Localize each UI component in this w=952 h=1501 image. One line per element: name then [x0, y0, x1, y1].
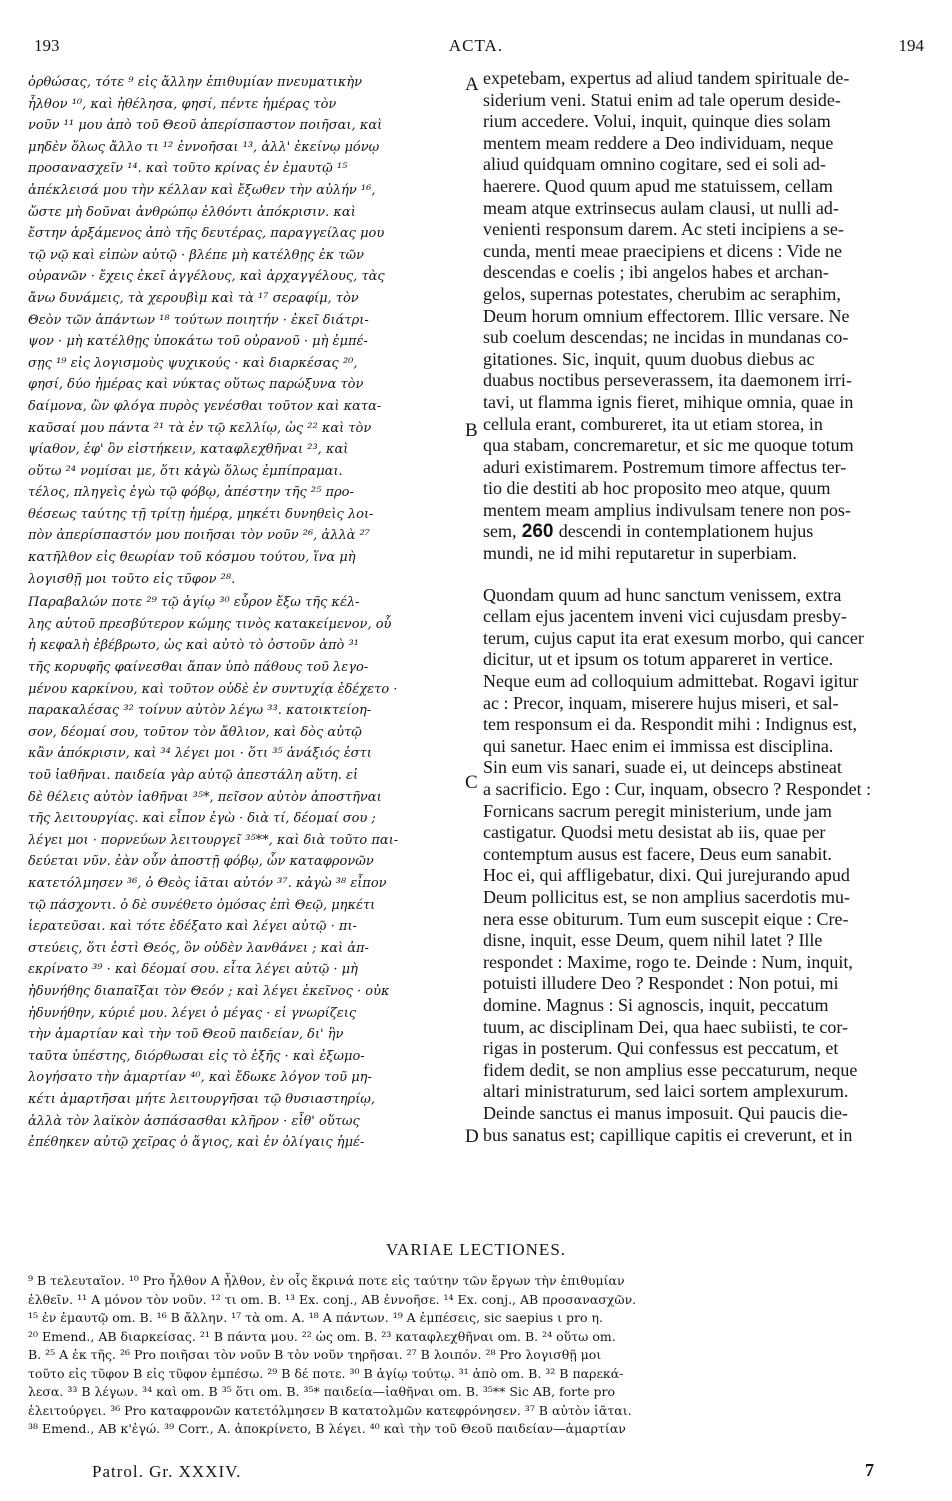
note-line: ἐλειτούργει. ³⁶ Pro καταφρονῶν κατετόλμησεν B κατατολμῶν κατεφρόνησεν. ³⁷ B αὐτὸν ἰᾶται.	[28, 1402, 632, 1418]
latin-line: aduri existimarem. Postremum timore affectus ter-	[483, 456, 847, 477]
margin-marker-b: B	[465, 420, 478, 441]
greek-line: ὥστε μὴ δοῦναι ἀνθρώπῳ ἐλθόντι ἀπόκρισιν. καὶ	[28, 204, 356, 220]
latin-line: contemptum ausus est facere, Deus eum sanabit.	[483, 843, 832, 864]
latin-line: Sin eum vis sanari, suade ei, ut deinceps abstineat	[483, 757, 842, 778]
variae-lectiones-heading: VARIAE LECTIONES.	[385, 1240, 567, 1259]
page-number-left: 193	[34, 36, 60, 55]
latin-line: haerere. Quod quum apud me statuissem, cellam	[483, 175, 833, 196]
page-header	[22, 30, 930, 56]
latin-line: qui sanetur. Haec enim ei immissa est disciplina.	[483, 735, 834, 756]
greek-line: τοῦ ἰαθῆναι. παιδεία γὰρ αὐτῷ ἀπεστάλη αὕτη. εἰ	[28, 768, 359, 783]
greek-line: τῷ πάσχοντι. ὁ δὲ συνέθετο ὀμόσας ἐπὶ Θεῷ, μηκέτι	[28, 897, 376, 913]
greek-line: κἂν ἀπόκρισιν, καὶ ³⁴ λέγει μοι · ὅτι ³⁵ ἀνάξιός ἐστι	[28, 746, 372, 762]
greek-line: λογήσατο τὴν ἁμαρτίαν ⁴⁰, καὶ ἔδωκε λόγον τοῦ μη-	[28, 1070, 372, 1086]
latin-line: rium accedere. Volui, inquit, quinque dies solam	[483, 111, 831, 132]
greek-text-column	[28, 72, 463, 1154]
greek-line: κατῆλθον εἰς θεωρίαν τοῦ κόσμου τούτου, ἵνα μὴ	[28, 550, 356, 566]
margin-marker-c: C	[465, 772, 478, 793]
greek-line: τῆς λειτουργίας. καὶ εἶπον ἐγὼ · διὰ τί, δέομαί σου ;	[28, 811, 376, 827]
latin-line: domine. Magnus : Si agnoscis, inquit, peccatum	[483, 994, 829, 1015]
greek-line: πὸν ἀπερίσπαστόν μου ποιῆσαι τὸν νοῦν ²⁶, ἀλλὰ ²⁷	[28, 528, 371, 544]
variant-readings-notes	[28, 1272, 923, 1439]
greek-line: τῷ νῷ καὶ εἰπὼν αὐτῷ · βλέπε μὴ κατέλθῃς ἐκ τῶν	[28, 247, 365, 263]
greek-line: σῃς ¹⁹ εἰς λογισμοὺς ψυχικούς · καὶ διαρκέσας ²⁰,	[28, 355, 358, 371]
latin-line: altari ministraturum, sed laici sortem amplexurum.	[483, 1081, 849, 1102]
latin-line: dicitur, ut et ipsum os totum appareret in vertice.	[483, 649, 834, 670]
greek-line: ταῦτα ὑπέστης, διόρθωσαι εἰς τὸ ἑξῆς · καὶ ἐξωμο-	[28, 1048, 365, 1064]
margin-marker-a: A	[465, 74, 479, 95]
greek-line: Παραβαλών ποτε ²⁹ τῷ ἁγίῳ ³⁰ εὗρον ἔξω τῆς κέλ-	[28, 595, 360, 611]
greek-line: δαίμονα, ὢν φλόγα πυρὸς γενέσθαι τοῦτον καὶ κατα-	[28, 398, 382, 414]
greek-line: τέλος, πληγεὶς ἐγὼ τῷ φόβῳ, ἀπέστην τῆς ²⁵ προ-	[28, 485, 354, 501]
latin-line: nera esse obiturum. Tum eum suscepit eique : Cre-	[483, 908, 849, 929]
latin-line: Deinde sanctus ei manus imposuit. Qui paucis die-	[483, 1102, 848, 1123]
greek-line: μένου καρκίνου, καὶ τοῦτον οὐδὲ ἐν συντυχίᾳ ἐδέχετο ·	[28, 681, 398, 697]
note-line: ἐλθεῖν. ¹¹ A μόνον τὸν νοῦν. ¹² τι om. B. ¹³ Ex. conj., AB ἐννοῆσε. ¹⁴ Ex. conj., AB προσανασχῶν.	[28, 1291, 637, 1307]
latin-line: Deum pollicitus est, se non amplius sacerdotis mu-	[483, 886, 850, 907]
footer-signature: 7	[865, 1460, 874, 1480]
greek-line: σον, δέομαί σου, τοῦτον τὸν ἄθλιον, καὶ δὸς αὐτῷ	[28, 724, 362, 740]
footer-series: Patrol. Gr. XXXIV.	[92, 1462, 242, 1481]
latin-line: gelos, supernas potestates, cherubim ac seraphim,	[483, 283, 841, 304]
greek-line: δεύεται νῦν. ἐὰν οὖν ἀποστῇ φόβῳ, ὧν καταφρονῶν	[28, 854, 374, 870]
greek-line: στεύεις, ὅτι ἐστὶ Θεός, ὃν οὐδὲν λανθάνει ; καὶ ἀπ-	[28, 940, 369, 956]
greek-line: Θεὸν τῶν ἁπάντων ¹⁸ τούτων ποιητήν · ἐκεῖ διάτρι-	[28, 312, 369, 328]
greek-line: τὴν ἁμαρτίαν καὶ τὴν τοῦ Θεοῦ παιδείαν, δι' ἣν	[28, 1027, 344, 1043]
latin-line: cellula erant, combureret, ita ut etiam storea, in	[483, 413, 823, 434]
greek-line: ψον · μὴ κατέλθῃς ὑποκάτω τοῦ οὐρανοῦ · μὴ ἐμπέ-	[28, 334, 368, 350]
latin-line: gitationes. Sic, inquit, quum duobus diebus ac	[483, 348, 815, 369]
greek-line: ψίαθον, ἐφ' ὃν εἱστήκειν, καταφλεχθῆναι ²³, καὶ	[28, 442, 349, 458]
greek-line: ἄνω δυνάμεις, τὰ χερουβὶμ καὶ τὰ ¹⁷ σεραφίμ, τὸν	[28, 290, 359, 306]
latin-line: Quondam quum ad hunc sanctum venissem, extra	[483, 584, 842, 605]
greek-line: ἀπέκλεισά μου τὴν κέλλαν καὶ ἔξωθεν τὴν αὐλήν ¹⁶,	[28, 182, 376, 198]
page-number-right: 194	[898, 36, 924, 55]
greek-line: παρακαλέσας ³² τοίνυν αὐτὸν λέγω ³³. κατοικτείοη-	[28, 703, 372, 719]
greek-line: ἱερατεῦσαι. καὶ τότε ἐδέξατο καὶ λέγει αὐτῷ · πι-	[28, 919, 357, 935]
latin-line: fidem dedit, se non amplius esse peccaturum, neque	[483, 1059, 858, 1080]
greek-line: κατετόλμησεν ³⁶, ὁ Θεὸς ἰᾶται αὐτόν ³⁷. κἀγὼ ³⁸ εἶπον	[28, 875, 387, 891]
greek-line: τῆς κορυφῆς φαίνεσθαι ἅπαν ὑπὸ πάθους τοῦ λεγο-	[28, 660, 369, 676]
greek-line: ἐπέθηκεν αὐτῷ χεῖρας ὁ ἅγιος, καὶ ἐν ὀλίγαις ἡμέ-	[28, 1135, 365, 1151]
greek-line: φησί, δύο ἡμέρας καὶ νύκτας οὕτως παρώξυνα τὸν	[28, 377, 364, 393]
column-number: 260	[516, 521, 559, 543]
latin-line	[483, 521, 923, 543]
latin-line: tavi, ut flamma ignis fieret, mihique omnia, quae in	[483, 391, 854, 412]
greek-line: ἠδυνήθην, κύριέ μου. λέγει ὁ μέγας · εἰ γνωρίζεις	[28, 1005, 357, 1021]
latin-line-fragment: sem,	[483, 521, 517, 542]
greek-line: λέγει μοι · πορνεύων λειτουργεῖ ³⁵**, καὶ διὰ τοῦτο παι-	[28, 832, 399, 848]
note-line: ⁹ B τελευταῖον. ¹⁰ Pro ἦλθον A ἦλθον, ἐν οἷς ἔκρινά ποτε εἰς ταύτην τῶν ἔργων τὴν ἐπιθυμίαν	[28, 1273, 625, 1288]
greek-line: κέτι ἁμαρτῆσαι μήτε λειτουργῆσαι τῷ θυσιαστηρίῳ,	[28, 1091, 376, 1107]
latin-line: respondet : Maxime, rogo te. Deinde : Num, inquit,	[483, 951, 853, 972]
latin-line: descendas e coelis ; ibi angelos habes et archan-	[483, 262, 829, 283]
latin-line: tem responsum ei da. Respondit mihi : Indignus est,	[483, 714, 857, 735]
greek-line: ἀλλὰ τὸν λαϊκὸν ἀσπάσασθαι κλῆρον · εἶθ' οὕτως	[28, 1113, 360, 1129]
greek-line: οὕτω ²⁴ νομίσαι με, ὅτι κἀγὼ ὅλως ἐμπίπραμαι.	[28, 463, 343, 479]
note-line: ³⁸ Emend., AB κ'ἐγώ. ³⁹ Corr., A. ἀποκρίνετο, B λέγει. ⁴⁰ καὶ τὴν τοῦ Θεοῦ παιδείαν—ἁμαρτίαν	[28, 1421, 626, 1436]
greek-line: θέσεως ταύτης τῇ τρίτῃ ἡμέρᾳ, μηκέτι δυνηθεὶς λοι-	[28, 506, 374, 522]
latin-line-fragment: descendi in contemplationem hujus	[558, 521, 814, 542]
latin-text-column	[483, 68, 923, 1146]
greek-line: ἡ κεφαλὴ ἐβέβρωτο, ὡς καὶ αὐτὸ τὸ ὀστοῦν ἀπὸ ³¹	[28, 638, 359, 654]
greek-line: ὀρθώσας, τότε ⁹ εἰς ἄλλην ἐπιθυμίαν πνευματικὴν	[28, 75, 363, 90]
note-line: λεσα. ³³ B λέγων. ³⁴ καὶ om. B ³⁵ ὅτι om. B. ³⁵* παιδεία—ἰαθῆναι om. B. ³⁵** Sic AB, forte pro	[28, 1384, 616, 1399]
latin-line: sub coelum descendas; ne incidas in mundanas co-	[483, 327, 849, 348]
latin-line: siderium veni. Statui enim ad tale operum deside-	[483, 89, 841, 110]
latin-line: qua stabam, concremaretur, et sic me quoque totum	[483, 435, 854, 456]
greek-line: ἦλθον ¹⁰, καὶ ἠθέλησα, φησί, πέντε ἡμέρας τὸν	[28, 96, 337, 112]
latin-line: cunda, menti meae praecipiens et dicens : Vide ne	[483, 240, 842, 261]
greek-line: οὐρανῶν · ἔχεις ἐκεῖ ἀγγέλους, καὶ ἀρχαγγέλους, τὰς	[28, 269, 385, 285]
latin-line: mundi, ne id mihi reputaretur in superbiam.	[483, 543, 797, 564]
latin-line: ac : Precor, inquam, miserere hujus miseri, et sal-	[483, 692, 839, 713]
latin-line: rigas in posterum. Qui confessus est peccatum, et	[483, 1038, 839, 1059]
latin-line: potuisti illudere Deo ? Respondet : Non potui, mi	[483, 973, 839, 994]
latin-line: duabus noctibus perseverassem, ita daemonem irri-	[483, 370, 852, 391]
latin-line: mentem meam amplius indivulsam tenere non pos-	[483, 499, 851, 520]
latin-line: aliud quidquam omnino cogitare, sed ei soli ad-	[483, 154, 826, 175]
note-line: τοῦτο εἰς τῦφον B εἰς τῦφον ἐμπέσω. ²⁹ B δέ ποτε. ³⁰ B ἁγίῳ τούτῳ. ³¹ ἀπὸ om. B. ³² B παρεκά-	[28, 1365, 624, 1381]
greek-line: λης αὐτοῦ πρεσβύτερον κώμης τινὸς κατακείμενον, οὗ	[28, 616, 392, 632]
greek-line: δὲ θέλεις αὐτὸν ἰαθῆναι ³⁵*, πεῖσον αὐτὸν ἀποστῆναι	[28, 789, 382, 805]
latin-line: cellam ejus jacentem inveni vici cujusdam presby-	[483, 606, 847, 627]
latin-line: bus sanatus est; capillique capitis ei creverunt, et in	[483, 1124, 853, 1145]
note-line: ¹⁵ ἐν ἐμαυτῷ om. B. ¹⁶ B ἄλλην. ¹⁷ τὰ om. A. ¹⁸ A πάντων. ¹⁹ A ἐμπέσεις, sic saepius ι pro η.	[28, 1310, 603, 1325]
latin-line: disne, inquit, esse Deum, quem nihil latet ? Ille	[483, 930, 823, 951]
greek-line: νοῦν ¹¹ μου ἀπὸ τοῦ Θεοῦ ἀπερίσπαστον ποιῆσαι, καὶ	[28, 118, 383, 134]
latin-line: mentem meam reddere a Deo individuam, neque	[483, 132, 834, 153]
latin-line: terum, cujus caput ita erat exesum morbo, qui cancer	[483, 627, 864, 648]
latin-line: Fornicans sacrum peregit ministerium, unde jam	[483, 800, 832, 821]
latin-line: tuum, ac disciplinam Dei, qua haec subiisti, te cor-	[483, 1016, 849, 1037]
latin-line: expetebam, expertus ad aliud tandem spirituale de-	[483, 68, 850, 88]
greek-line: καῦσαί μου πάντα ²¹ τὰ ἐν τῷ κελλίῳ, ὡς ²² καὶ τὸν	[28, 420, 372, 436]
greek-line: ἔστην ἀρξάμενος ἀπὸ τῆς δευτέρας, παραγγείλας μου	[28, 226, 385, 242]
latin-line: castigatur. Quodsi metu desistat ab iis, quae per	[483, 822, 826, 843]
greek-line: μηδὲν ὅλως ἄλλο τι ¹² ἐννοῆσαι ¹³, ἀλλ' ἐκείνῳ μόνῳ	[28, 139, 380, 155]
note-line: B. ²⁵ A ἐκ τῆς. ²⁶ Pro ποιῆσαι τὸν νοῦν B τὸν νοῦν τηρῆσαι. ²⁷ B λοιπόν. ²⁸ Pro λογισθῇ μοι	[28, 1347, 602, 1362]
latin-line: tio die destiti ab hoc proposito meo atque, quum	[483, 478, 831, 499]
latin-line: Neque eum ad colloquium admittebat. Rogavi igitur	[483, 671, 859, 692]
margin-marker-d: D	[465, 1126, 479, 1147]
running-title: ACTA.	[448, 36, 504, 55]
greek-line: προσανασχεῖν ¹⁴. καὶ τοῦτο κρίνας ἐν ἐμαυτῷ ¹⁵	[28, 161, 348, 177]
note-line: ²⁰ Emend., AB διαρκείσας. ²¹ B πάντα μου. ²² ὡς om. B. ²³ καταφλεχθῆναι om. B. ²⁴ οὕτω om.	[28, 1328, 616, 1344]
greek-line: εκρίνατο ³⁹ · καὶ δέομαί σου. εἶτα λέγει αὐτῷ · μὴ	[28, 962, 358, 978]
latin-line: a sacrificio. Ego : Cur, inquam, obsecro ? Respondet :	[483, 779, 872, 799]
greek-line: λογισθῇ μοι τοῦτο εἰς τῦφον ²⁸.	[28, 571, 236, 587]
latin-line: Hoc ei, qui affligebatur, dixi. Qui jurejurando apud	[483, 865, 850, 886]
latin-line: venienti responsum darem. Ac steti incipiens a se-	[483, 219, 844, 240]
greek-line: ἠδυνήθης διαπαῖξαι τὸν Θεόν ; καὶ λέγει ἐκεῖνος · οὐκ	[28, 983, 390, 999]
latin-line: Deum horum omnium effectorem. Illic versare. Ne	[483, 305, 850, 326]
latin-line: meam atque extrinsecus aulam clausi, ut nulli ad-	[483, 197, 839, 218]
